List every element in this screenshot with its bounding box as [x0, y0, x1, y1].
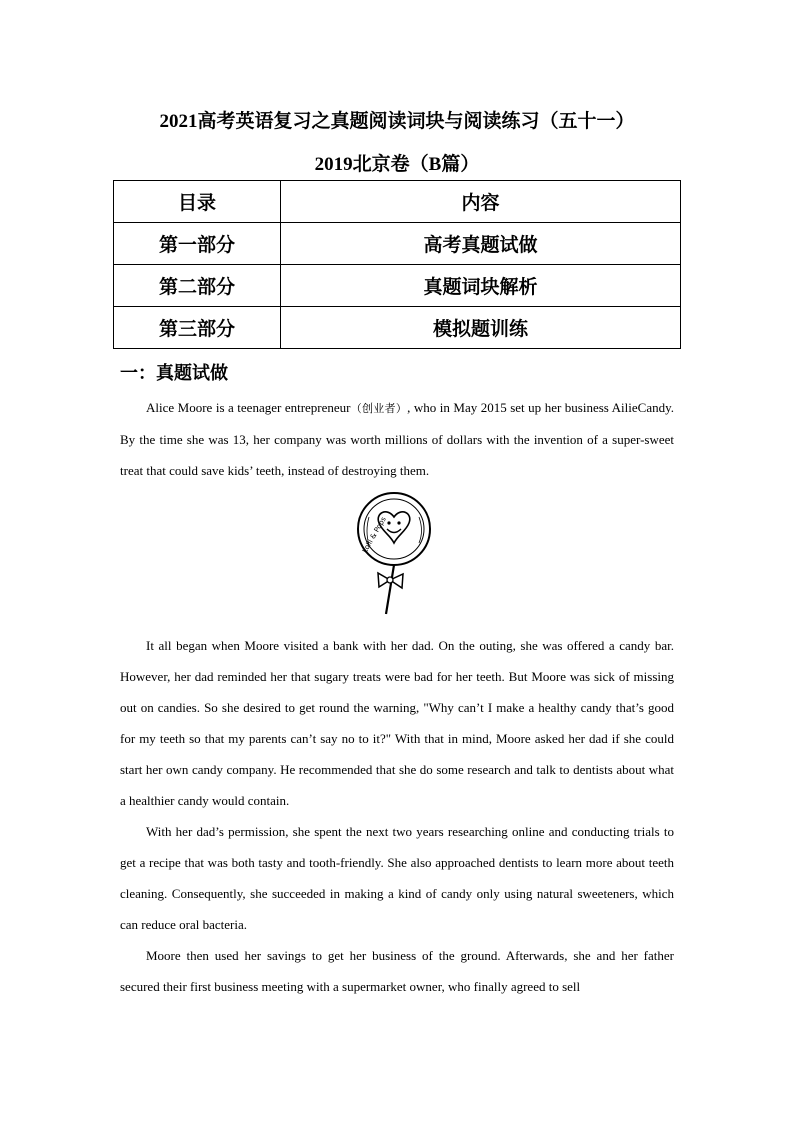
article-paragraph-2: It all began when Moore visited a bank with her dad. On the outing, she was offered a candy bar. However, her dad reminded her that sugary treats were bad for her teeth. But Moore was sick of missing out on candies. So she desired to get round the warning, "Why can’t I make a healthy candy that’s good for my teeth so that my parents can’t say no to it?" With that in mind, Moore asked her dad if she could start her own candy company. He recommended that she do some research and talk to dentists about what a healthier candy would contain.: [120, 638, 674, 808]
table-row: [114, 307, 681, 349]
document-title: 2021高考英语复习之真题阅读词块与阅读练习（五十一）: [159, 111, 635, 132]
table-header-cell: 内容: [281, 181, 681, 223]
table-header-row: [114, 181, 681, 223]
table-cell: 第三部分: [114, 307, 281, 349]
lollipop-illustration-icon: [353, 487, 439, 617]
section-heading: 一：真题试做: [120, 363, 228, 383]
table-row: [114, 223, 681, 265]
paragraph-text: , who in May 2015 set up her business AilieCandy. By the time she was 13, her company was worth millions of dollars with the invention of a super-sweet treat that could save kids’ teeth, instead of destroying them.: [120, 400, 675, 478]
table-cell: 高考真题试做: [281, 223, 681, 265]
table-header-cell: 目录: [114, 181, 281, 223]
table-cell: 真题词块解析: [281, 265, 681, 307]
table-cell: 模拟题训练: [281, 307, 681, 349]
article-paragraph-3: With her dad’s permission, she spent the next two years researching online and conducting trials to get a recipe that was both tasty and tooth-friendly. She also approached dentists to learn more about teeth cleaning. Consequently, she succeeded in making a kind of candy only using natural sweeteners, which can reduce oral bacteria.: [120, 824, 674, 932]
article-body: [120, 630, 674, 1002]
table-cell: 第二部分: [114, 265, 281, 307]
document-subtitle: 2019北京卷（B篇）: [314, 154, 480, 175]
article-paragraph-4: Moore then used her savings to get her business of the ground. Afterwards, she and her father secured their first business meeting with a supermarket owner, who finally agreed to sell: [120, 948, 674, 994]
table-cell: 第一部分: [114, 223, 281, 265]
annotation-text: （创业者）: [350, 402, 408, 415]
article-paragraph-1: [120, 392, 674, 486]
contents-table: [113, 180, 681, 349]
paragraph-text: Alice Moore is a teenager entrepreneur: [146, 400, 351, 415]
logo-text: Lolli & Pops: [360, 515, 388, 555]
table-row: [114, 265, 681, 307]
